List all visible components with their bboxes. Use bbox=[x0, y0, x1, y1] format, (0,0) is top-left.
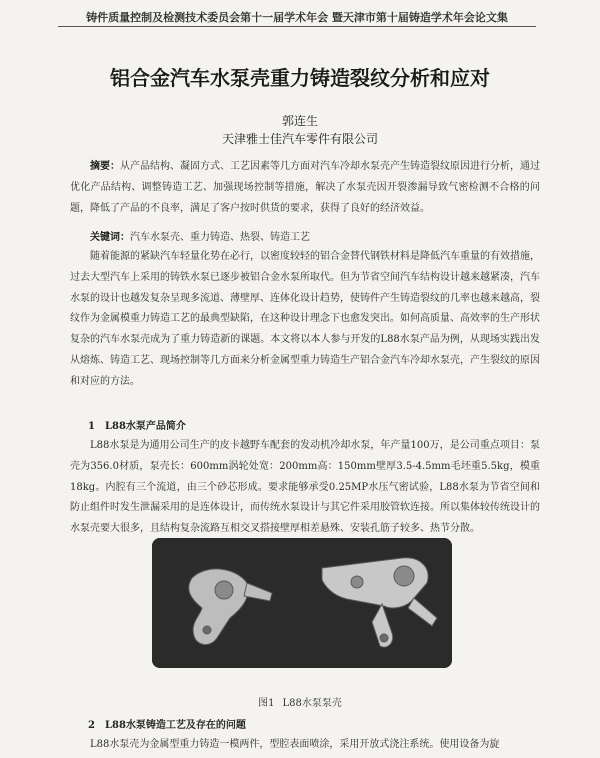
figure-number: 图1 bbox=[258, 698, 275, 709]
abstract-label: 摘要： bbox=[90, 161, 120, 172]
section-2-number: 2 bbox=[88, 720, 95, 731]
running-header: 铸件质量控制及检测技术委员会第十一届学术年会 暨天津市第十届铸造学术年会论文集 bbox=[86, 11, 508, 24]
intro-paragraph: 随着能源的紧缺汽车轻量化势在必行，以密度较轻的铝合金替代钢铁材料是降低汽车重量的有效措施，过去大型汽车上采用的铸铁水泵已逐步被铝合金水泵所取代。但为节省空间汽车结构设计越来越紧凑，汽车水泵的设计也越发复杂呈现多流道、薄壁厚、连体化设计趋势，使铸件产生铸造裂纹的几率也越来越高，裂纹作为金属模重力铸造工艺的最典型缺陷，在这种设计理念下也愈发突出。如何高质量、高效率的生产形状复杂的汽车水泵壳成为了重力铸造新的课题。本文将以本人参与开发的L88水泵产品为例，从现场实践出发从熔炼、铸造工艺、现场控制等几方面来分析金属型重力铸造生产铝合金汽车冷却水泵壳，产生裂纹的原因和对应的方法。 bbox=[70, 251, 540, 387]
section-1-heading bbox=[88, 417, 186, 432]
abstract bbox=[70, 157, 540, 219]
keywords-text: 汽车水泵壳、重力铸造、热裂、铸造工艺 bbox=[130, 232, 310, 243]
pump-housing-photo bbox=[152, 538, 452, 668]
author-affiliation: 天津雅士佳汽车零件有限公司 bbox=[221, 132, 378, 146]
section-2-heading bbox=[88, 716, 246, 731]
paper-title: 铝合金汽车水泵壳重力铸造裂纹分析和应对 bbox=[110, 66, 490, 90]
section-1-title: L88水泵产品简介 bbox=[104, 421, 186, 432]
section-1-paragraph: L88水泵是为通用公司生产的皮卡越野车配套的发动机冷却水泵，年产量100万，是公司重点项目：泵壳为356.0材质，泵壳长：600mm涡轮处宽：200mm高：150mm壁厚3.5-4.5mm毛坯重5.5kg，模重18kg。内腔有三个流道，由三个砂芯形成。要求能够承受0.25MP水压气密试验，L88水泵为节省空间和防止组件时发生泄漏采用的是连体设计，而传统水泵设计与其它件采用胶管软连接。所以集体较传统设计的水泵壳要大很多，且结构复杂流路互相交叉搭接壁厚相差悬殊、安装孔筋子较多、热节分散。 bbox=[70, 440, 540, 535]
keywords-label: 关键词： bbox=[90, 232, 130, 243]
header-rule bbox=[58, 26, 536, 27]
figure-caption-text: L88水泵泵壳 bbox=[282, 698, 342, 709]
keywords bbox=[70, 228, 540, 249]
pump-housing-illustration bbox=[152, 538, 452, 668]
author-name: 郭连生 bbox=[281, 114, 318, 128]
section-2-paragraph: L88水泵壳为金属型重力铸造一模两件，型腔表面喷涂，采用开放式浇注系统。使用设备为旋 bbox=[90, 739, 500, 750]
section-2-title: L88水泵铸造工艺及存在的问题 bbox=[104, 720, 246, 731]
figure-caption bbox=[0, 694, 600, 709]
abstract-text: 从产品结构、凝固方式、工艺因素等几方面对汽车冷却水泵壳产生铸造裂纹原因进行分析，通过优化产品结构、调整铸造工艺、加强现场控制等措施，解决了水泵壳因开裂渗漏导致气密检测不合格的问题，降低了产品的不良率，满足了客户按时供货的要求，获得了良好的经济效益。 bbox=[70, 161, 540, 214]
section-1-number: 1 bbox=[88, 421, 95, 432]
